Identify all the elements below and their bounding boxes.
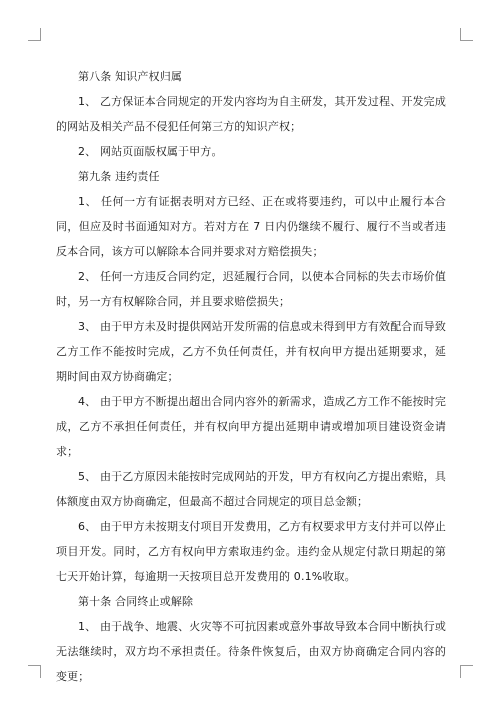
crop-mark-bottom-right [460,665,473,678]
section-article-9 [56,164,446,589]
clause-paragraph: 5、 由于乙方原因未能按时完成网站的开发，甲方有权向乙方提出索赔，具体额度由双方协商确定，但最高不超过合同规定的项目总金额； [56,470,446,508]
section-heading: 第八条 知识产权归属 [78,70,182,83]
clause-paragraph: 2、 任何一方违反合同约定，迟延履行合同，以使本合同标的失去市场价值时，另一方有权解除合同，并且要求赔偿损失； [56,270,446,308]
clause-paragraph: 2、 网站页面版权属于甲方。 [78,145,223,158]
section-article-10 [56,589,446,689]
clause-paragraph: 4、 由于甲方不断提出超出合同内容外的新需求，造成乙方工作不能按时完成，乙方不承担任何责任，并有权向甲方提出延期申请或增加项目建设资金请求； [56,395,446,458]
crop-mark-top-right [460,28,473,41]
clause-paragraph: 6、 由于甲方未按期支付项目开发费用，乙方有权要求甲方支付并可以停止项目开发。同时，乙方有权向甲方索取违约金。违约金从规定付款日期起的第七天开始计算，每逾期一天按项目总开发费用的 0.1%收取。 [56,520,446,583]
crop-mark-bottom-left [28,665,41,678]
document-body [56,64,446,689]
clause-paragraph: 3、 由于甲方未及时提供网站开发所需的信息或未得到甲方有效配合而导致乙方工作不能按时完成，乙方不负任何责任，并有权向甲方提出延期要求，延期时间由双方协商确定； [56,320,446,383]
clause-paragraph: 1、 由于战争、地震、火灾等不可抗因素或意外事故导致本合同中断执行或无法继续时，双方均不承担责任。待条件恢复后，由双方协商确定合同内容的变更； [56,620,446,683]
clause-paragraph: 1、 任何一方有证据表明对方已经、正在或将要违约，可以中止履行本合同，但应及时书面通知对方。若对方在 7 日内仍继续不履行、履行不当或者违反本合同，该方可以解除本合同并要求对方赔偿损失； [56,195,446,258]
crop-mark-top-left [28,28,41,41]
section-article-8 [56,64,446,164]
section-heading: 第十条 合同终止或解除 [78,595,194,608]
clause-paragraph: 1、 乙方保证本合同规定的开发内容均为自主研发，其开发过程、开发完成的网站及相关产品不侵犯任何第三方的知识产权； [56,95,446,133]
section-heading: 第九条 违约责任 [78,170,160,183]
